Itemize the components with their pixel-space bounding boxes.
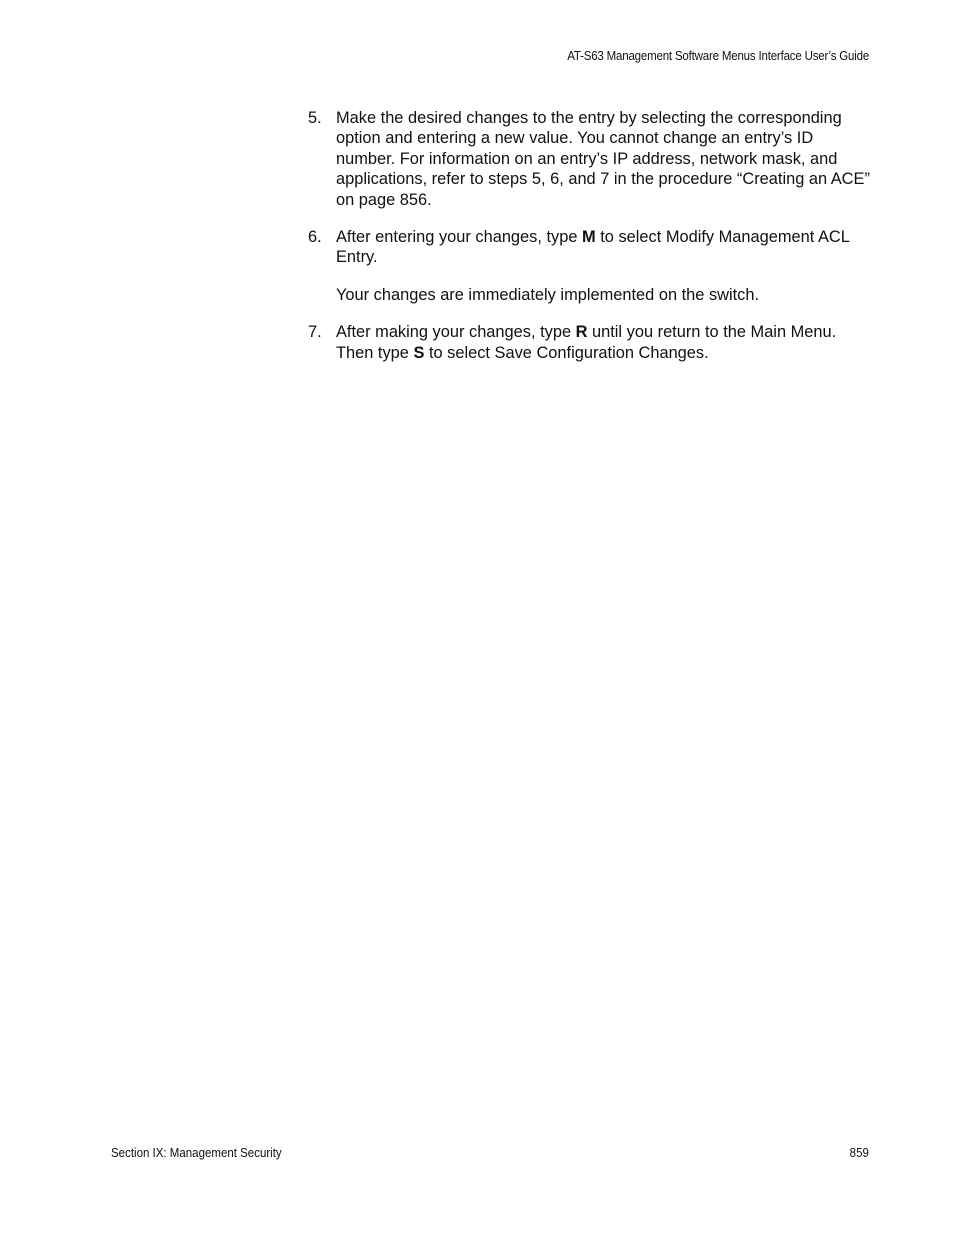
- step-text-before: After making your changes, type: [336, 323, 576, 342]
- step-text: Make the desired changes to the entry by selecting the corresponding option and entering a new value. You cannot change an entry’s ID number. For information on an entry’s IP address, network mask, and applications, refer to steps 5, 6, and 7 in the procedure “Creating an ACE” on page 856.: [336, 109, 870, 209]
- step-7: [308, 322, 876, 363]
- key-command: R: [575, 323, 588, 342]
- step-text-after: to select Modify Management ACL Entry.: [336, 228, 850, 267]
- step-text-middle: until you return to the Main Menu. Then type: [336, 323, 837, 362]
- step-5: [308, 108, 876, 210]
- procedure-steps: [308, 108, 876, 380]
- running-header: AT-S63 Management Software Menus Interface User’s Guide: [567, 49, 869, 63]
- footer-section: Section IX: Management Security: [111, 1146, 282, 1160]
- step-6: [308, 227, 876, 268]
- step-text-before: After entering your changes, type: [336, 228, 583, 247]
- step-text-after: to select Save Configuration Changes.: [424, 343, 709, 362]
- step-6-note: Your changes are immediately implemented on the switch.: [336, 285, 760, 304]
- page-number: 859: [849, 1146, 869, 1160]
- step-number: 7.: [308, 323, 322, 342]
- key-command: M: [582, 228, 596, 247]
- step-number: 5.: [308, 109, 322, 127]
- key-command: S: [413, 343, 425, 362]
- step-number: 6.: [308, 228, 322, 247]
